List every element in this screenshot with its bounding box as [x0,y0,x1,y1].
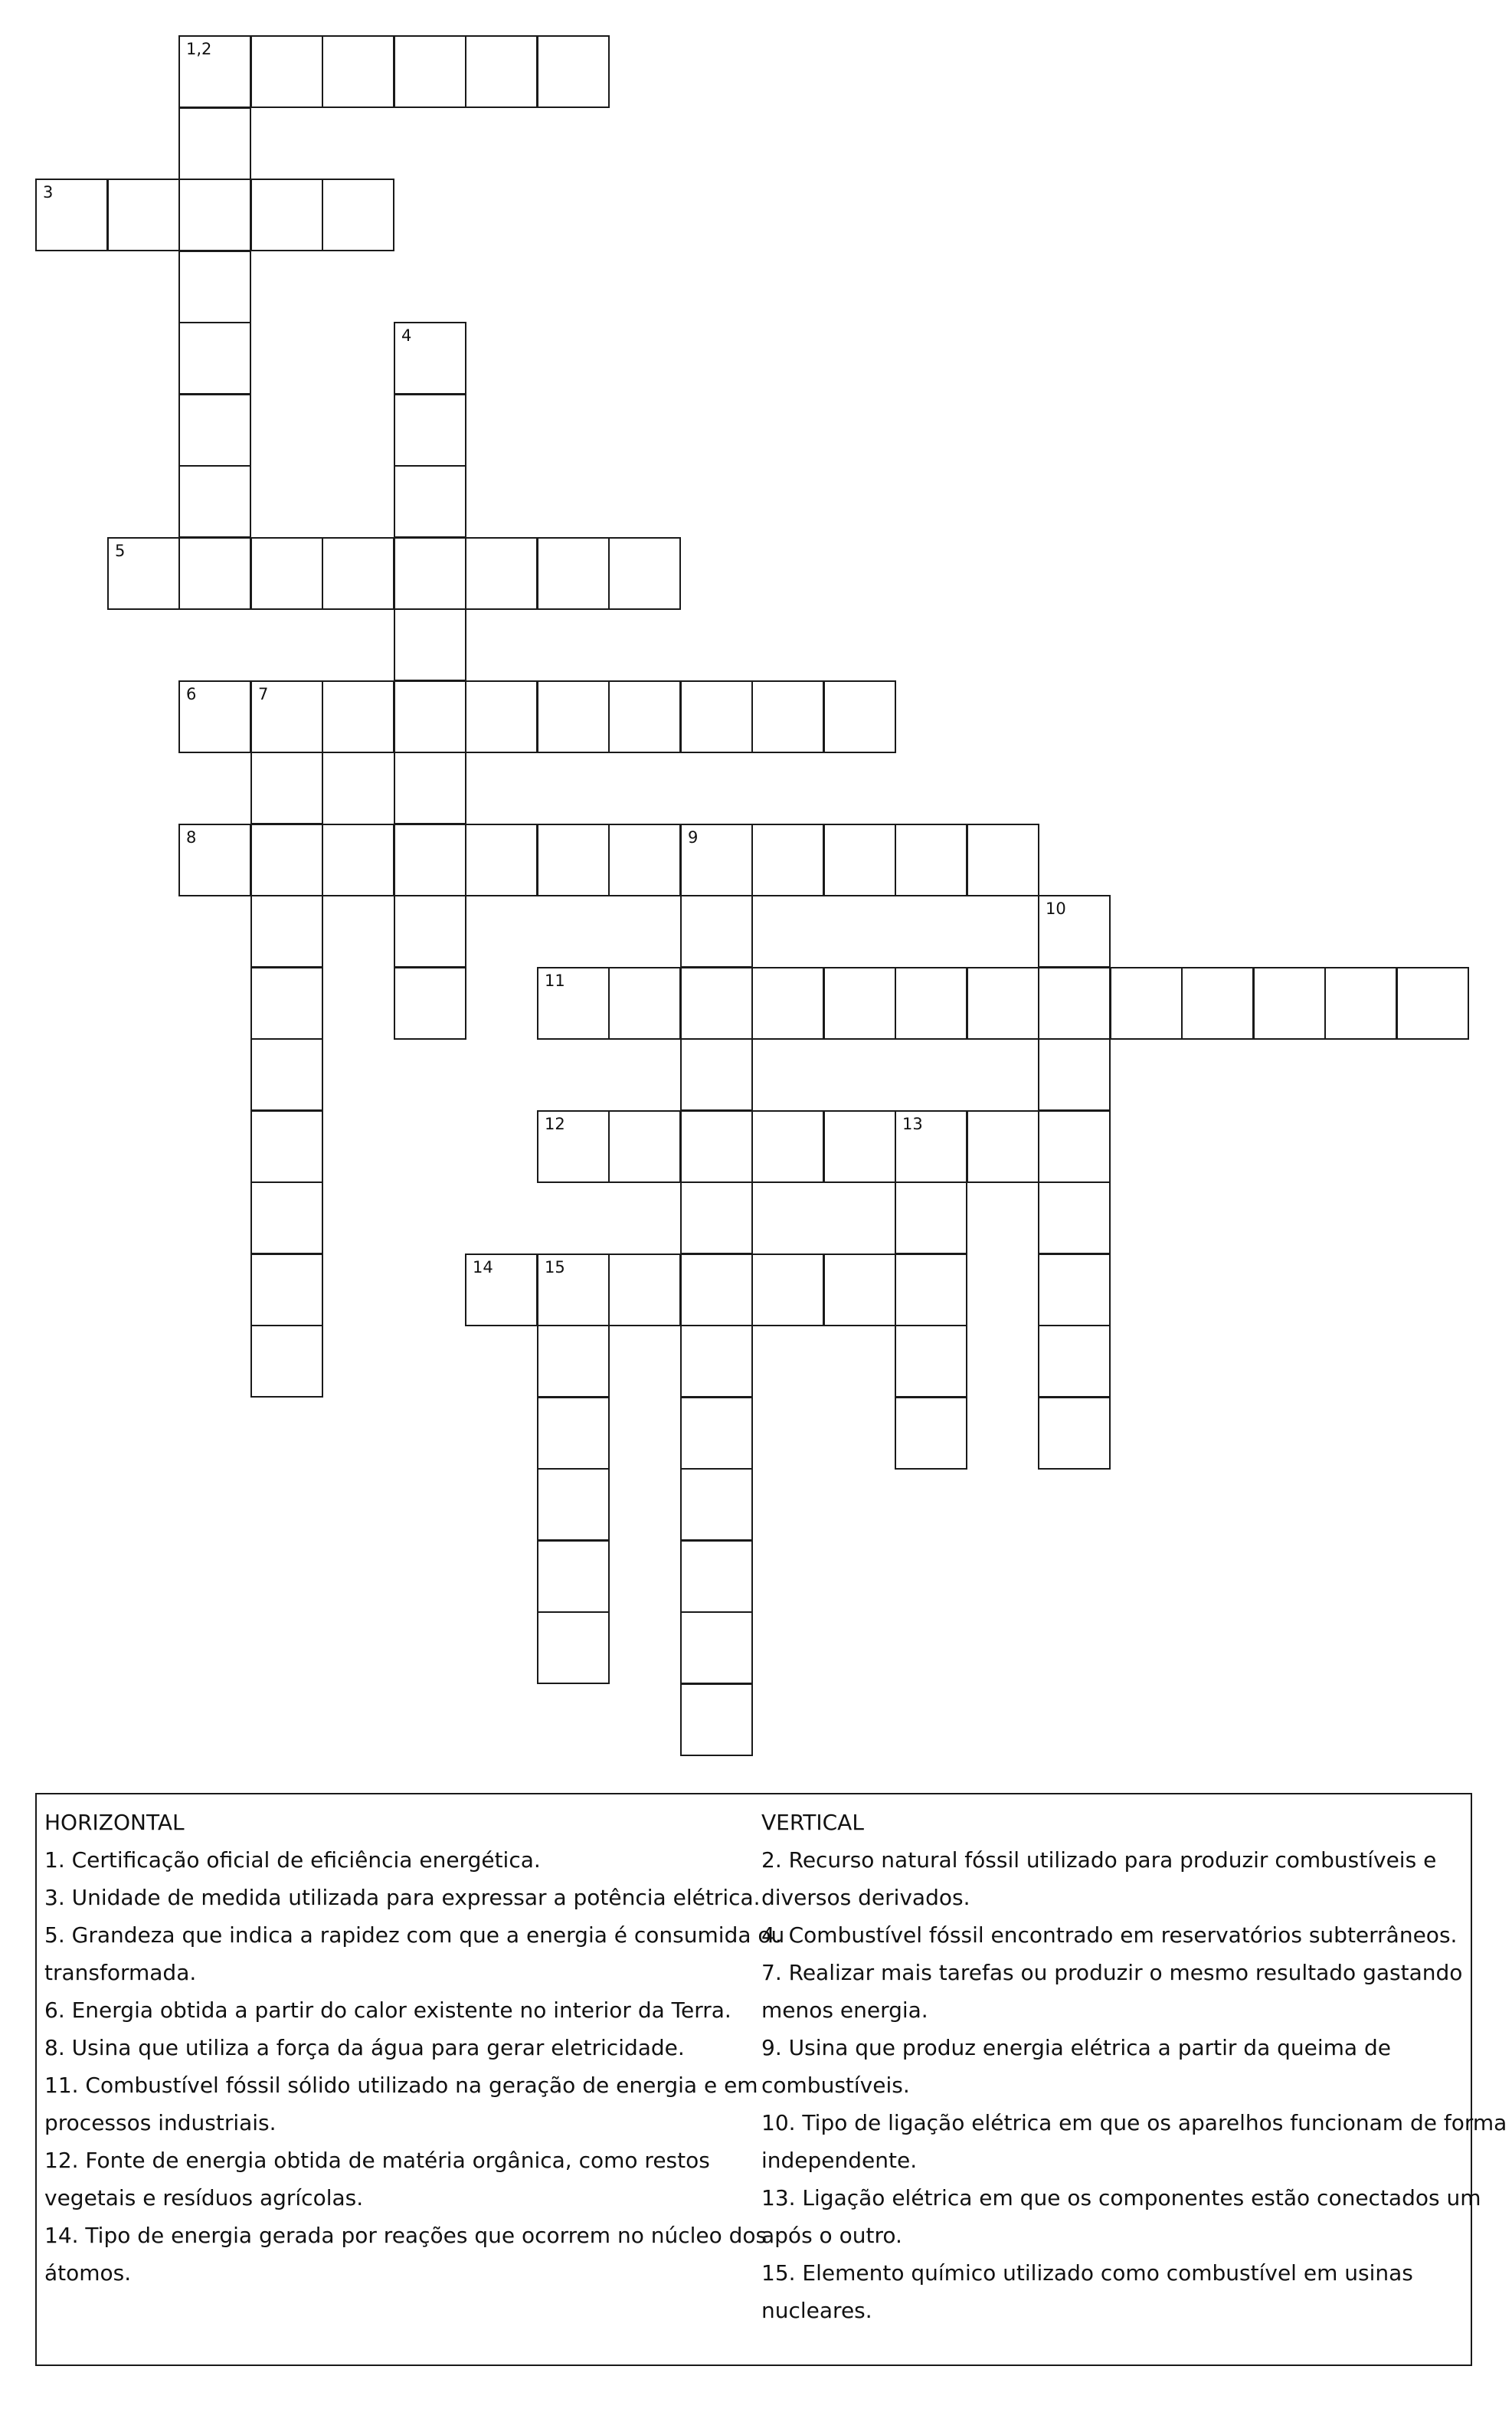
grid-cell[interactable] [250,824,323,896]
grid-cell[interactable] [178,824,251,896]
grid-cell[interactable] [680,1254,753,1326]
vertical-clue-line: diversos derivados. [761,1885,970,1910]
horizontal-clue-line: 6. Energia obtida a partir do calor existente no interior da Terra. [44,1997,731,2023]
grid-cell[interactable] [178,251,251,323]
grid-cell[interactable] [680,1468,753,1541]
grid-cell[interactable] [537,1468,610,1541]
grid-cell[interactable] [537,1110,610,1183]
grid-cell[interactable] [680,1397,753,1470]
grid-cell[interactable] [1181,967,1254,1040]
grid-cell[interactable] [1324,967,1397,1040]
grid-cell[interactable] [823,824,896,896]
grid-cell[interactable] [1110,967,1183,1040]
grid-cell[interactable] [680,1611,753,1684]
horizontal-clue-line: processos industriais. [44,2110,277,2135]
grid-cell[interactable] [250,1110,323,1183]
grid-cell[interactable] [680,1683,753,1756]
horizontal-clue-line: 8. Usina que utiliza a força da água para gerar eletricidade. [44,2035,685,2060]
grid-cell[interactable] [1038,1038,1111,1111]
grid-cell[interactable] [1396,967,1469,1040]
grid-cell[interactable] [537,1397,610,1470]
grid-cell[interactable] [537,1611,610,1684]
grid-cell[interactable] [178,465,251,538]
grid-cell[interactable] [751,680,824,753]
grid-cell[interactable] [107,537,180,610]
grid-cell[interactable] [1038,1397,1111,1470]
grid-cell[interactable] [394,895,466,968]
grid-cell[interactable] [465,537,538,610]
grid-cell[interactable] [178,322,251,395]
grid-cell[interactable] [537,1254,610,1326]
vertical-clue-line: nucleares. [761,2298,872,2323]
grid-cell[interactable] [680,1181,753,1254]
vertical-clue-line: menos energia. [761,1997,928,2023]
grid-cell[interactable] [537,35,610,108]
grid-cell[interactable] [680,1110,753,1183]
horizontal-clue-line: 5. Grandeza que indica a rapidez com que a energia é consumida ou [44,1922,785,1948]
grid-cell[interactable] [394,322,466,395]
vertical-clue-line: 13. Ligação elétrica em que os componentes estão conectados um [761,2185,1481,2210]
grid-cell[interactable] [895,1325,967,1398]
grid-cell[interactable] [394,465,466,538]
grid-cell[interactable] [895,1397,967,1470]
grid-cell[interactable] [1038,1254,1111,1326]
grid-cell[interactable] [1038,1181,1111,1254]
horizontal-clue-line: vegetais e resíduos agrícolas. [44,2185,364,2210]
horizontal-clue-line: 12. Fonte de energia obtida de matéria orgânica, como restos [44,2148,710,2173]
grid-cell[interactable] [322,179,394,251]
grid-cell[interactable] [250,1325,323,1398]
clue-number: 3 [43,183,54,202]
grid-cell[interactable] [394,35,466,108]
grid-cell[interactable] [680,1325,753,1398]
clue-number: 6 [186,685,197,703]
grid-cell[interactable] [465,824,538,896]
grid-cell[interactable] [895,1181,967,1254]
clue-number: 9 [688,828,699,847]
grid-cell[interactable] [537,1325,610,1398]
grid-cell[interactable] [465,1254,538,1326]
grid-cell[interactable] [608,680,681,753]
grid-cell[interactable] [1038,967,1111,1040]
grid-cell[interactable] [250,895,323,968]
grid-cell[interactable] [322,537,394,610]
horizontal-clue-line: 3. Unidade de medida utilizada para expressar a potência elétrica. [44,1885,761,1910]
grid-cell[interactable] [537,1540,610,1613]
grid-cell[interactable] [751,1110,824,1183]
grid-cell[interactable] [895,824,967,896]
vertical-clue-line: combustíveis. [761,2073,910,2098]
grid-cell[interactable] [680,967,753,1040]
grid-cell[interactable] [107,179,180,251]
horizontal-clue-line: 14. Tipo de energia gerada por reações que ocorrem no núcleo dos [44,2223,767,2248]
grid-cell[interactable] [178,680,251,753]
grid-cell[interactable] [178,179,251,251]
grid-cell[interactable] [751,824,824,896]
grid-cell[interactable] [250,967,323,1040]
grid-cell[interactable] [250,1181,323,1254]
horizontal-title: HORIZONTAL [44,1810,185,1835]
grid-cell[interactable] [250,1254,323,1326]
grid-cell[interactable] [178,394,251,467]
vertical-clue-line: 2. Recurso natural fóssil utilizado para produzir combustíveis e [761,1847,1437,1873]
grid-cell[interactable] [465,35,538,108]
clue-number: 5 [115,542,126,560]
clue-number: 8 [186,828,197,847]
grid-cell[interactable] [394,680,466,753]
vertical-title: VERTICAL [761,1810,864,1835]
grid-cell[interactable] [823,1110,896,1183]
grid-cell[interactable] [250,537,323,610]
grid-cell[interactable] [967,824,1039,896]
grid-cell[interactable] [680,895,753,968]
grid-cell[interactable] [608,824,681,896]
grid-cell[interactable] [751,967,824,1040]
clue-number: 12 [545,1115,565,1133]
vertical-clues [761,1804,1507,2329]
grid-cell[interactable] [394,967,466,1040]
grid-cell[interactable] [250,752,323,824]
grid-cell[interactable] [895,967,967,1040]
grid-cell[interactable] [1038,895,1111,968]
grid-cell[interactable] [465,680,538,753]
vertical-clue-line: 15. Elemento químico utilizado como combustível em usinas [761,2260,1413,2286]
grid-cell[interactable] [1253,967,1326,1040]
grid-cell[interactable] [178,537,251,610]
vertical-clue-line: independente. [761,2148,918,2173]
grid-cell[interactable] [394,824,466,896]
grid-cell[interactable] [537,824,610,896]
grid-cell[interactable] [537,680,610,753]
grid-cell[interactable] [322,824,394,896]
grid-cell[interactable] [967,1110,1039,1183]
clue-number: 11 [545,972,565,990]
grid-cell[interactable] [178,35,251,108]
clue-number: 10 [1046,900,1066,918]
grid-cell[interactable] [537,537,610,610]
vertical-clue-line: após o outro. [761,2223,902,2248]
grid-cell[interactable] [394,752,466,824]
grid-cell[interactable] [751,1254,824,1326]
grid-cell[interactable] [680,680,753,753]
clue-number: 1,2 [186,40,212,58]
clue-number: 13 [902,1115,923,1133]
grid-cell[interactable] [608,1254,681,1326]
grid-cell[interactable] [895,1254,967,1326]
vertical-clue-line: 10. Tipo de ligação elétrica em que os aparelhos funcionam de forma [761,2110,1507,2135]
grid-cell[interactable] [537,967,610,1040]
clue-number: 7 [258,685,269,703]
grid-cell[interactable] [680,824,753,896]
vertical-clue-line: 4. Combustível fóssil encontrado em reservatórios subterrâneos. [761,1922,1458,1948]
horizontal-clue-line: 1. Certificação oficial de eficiência energética. [44,1847,541,1873]
horizontal-clues [44,1804,785,2292]
grid-cell[interactable] [322,35,394,108]
grid-cell[interactable] [394,394,466,467]
grid-cell[interactable] [608,537,681,610]
grid-cell[interactable] [967,967,1039,1040]
grid-cell[interactable] [823,680,896,753]
grid-cell[interactable] [895,1110,967,1183]
grid-cell[interactable] [250,35,323,108]
grid-cell[interactable] [680,1038,753,1111]
vertical-clue-line: 9. Usina que produz energia elétrica a partir da queima de [761,2035,1391,2060]
horizontal-clue-line: transformada. [44,1960,197,1985]
clue-number: 14 [473,1258,493,1276]
grid-cell[interactable] [1038,1110,1111,1183]
grid-cell[interactable] [35,179,108,251]
vertical-clue-line: 7. Realizar mais tarefas ou produzir o mesmo resultado gastando [761,1960,1463,1985]
grid-cell[interactable] [823,967,896,1040]
grid-cell[interactable] [823,1254,896,1326]
grid-cell[interactable] [178,107,251,180]
grid-cell[interactable] [394,608,466,681]
grid-cell[interactable] [1038,1325,1111,1398]
grid-cell[interactable] [250,179,323,251]
horizontal-clue-line: átomos. [44,2260,132,2286]
clue-number: 15 [545,1258,565,1276]
grid-cell[interactable] [608,1110,681,1183]
grid-cell[interactable] [608,967,681,1040]
clue-number: 4 [401,326,412,345]
grid-cell[interactable] [250,1038,323,1111]
grid-cell[interactable] [394,537,466,610]
grid-cell[interactable] [322,680,394,753]
grid-cell[interactable] [680,1540,753,1613]
clues-box [35,1793,1507,2366]
horizontal-clue-line: 11. Combustível fóssil sólido utilizado na geração de energia e em [44,2073,758,2098]
grid-cell[interactable] [250,680,323,753]
